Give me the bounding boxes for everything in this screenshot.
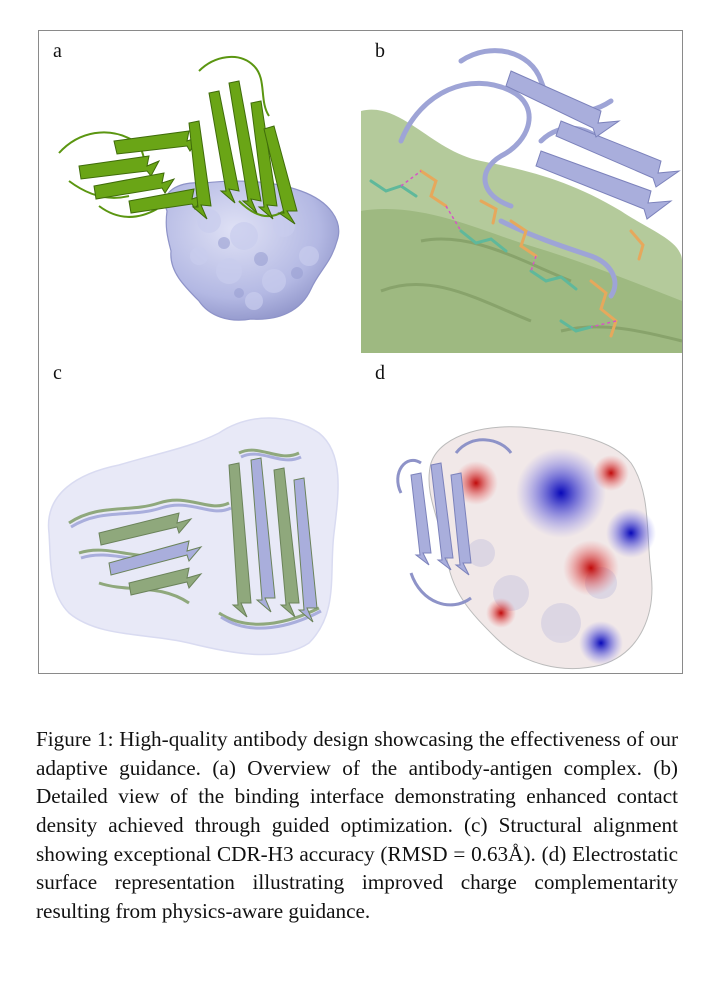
panel-label-b: b [375, 40, 385, 62]
panel-label-c: c [53, 362, 62, 384]
figure-caption: Figure 1: High-quality antibody design showcasing the effectiveness of our adaptive guidance. (a) Overview of the antibody-antigen complex. (b) Detailed view of the binding interface demonstrating enhanced contact density achieved through guided optimization. (c) Structural alignment showing exceptional CDR-H3 accuracy (RMSD = 0.63Å). (d) Electrostatic surface representation illustrating improved charge complementarity resulting from physics-aware guidance. [36, 727, 678, 923]
panel-label-a: a [53, 40, 62, 62]
panel-label-d: d [375, 362, 385, 384]
structural-alignment-image [39, 353, 361, 673]
binding-interface-image [361, 31, 682, 353]
panel-a [39, 31, 362, 354]
figure-grid [38, 30, 683, 674]
panel-b [361, 31, 682, 354]
panel-d [361, 353, 682, 673]
antibody-antigen-complex-image [39, 31, 361, 353]
panel-c [39, 353, 362, 673]
electrostatic-surface-image [361, 353, 682, 673]
